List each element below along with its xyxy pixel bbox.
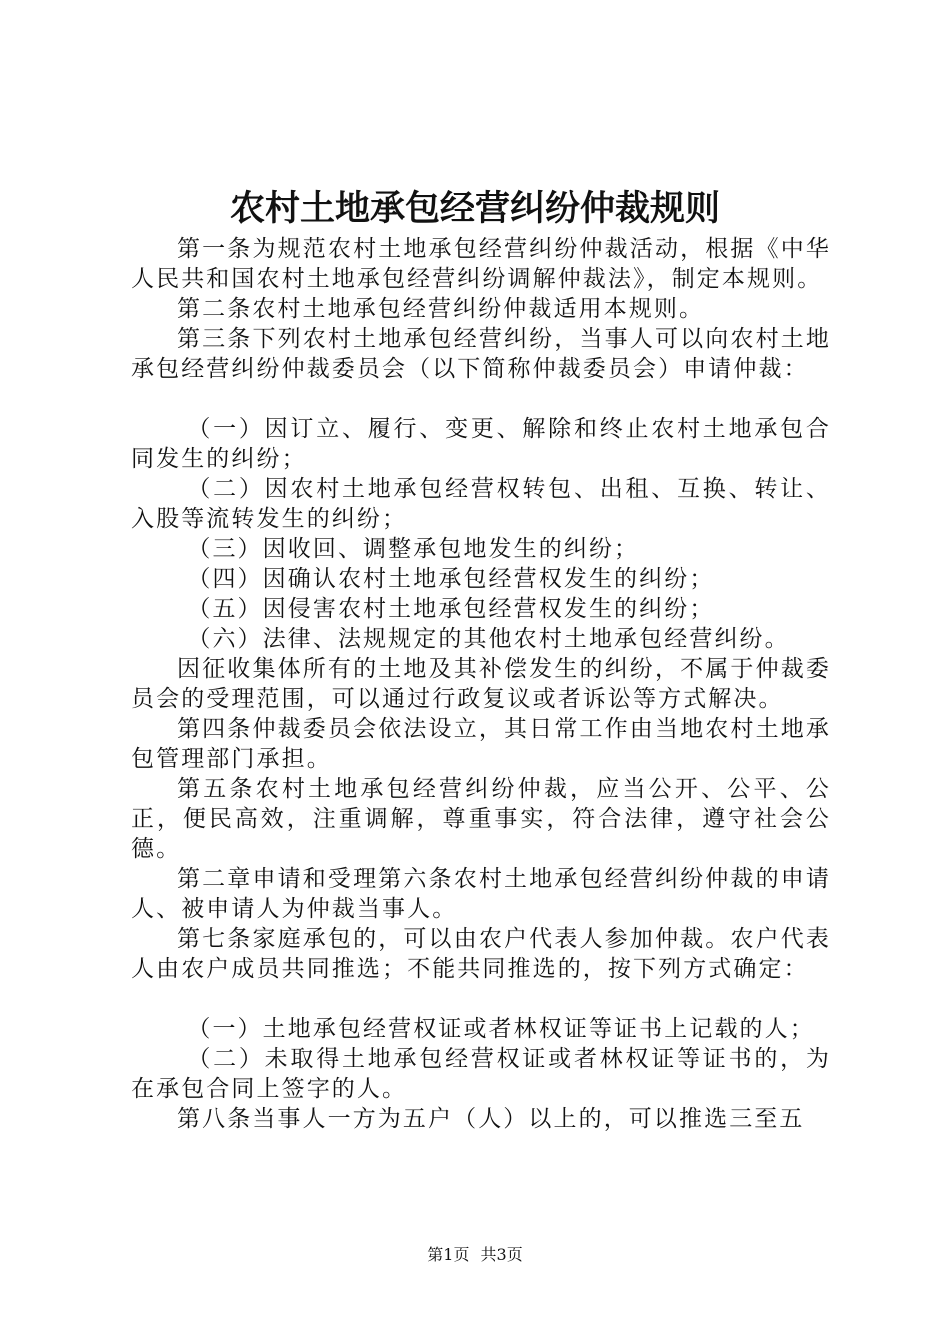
paragraph-article-3: 第三条下列农村土地承包经营纠纷，当事人可以向农村土地承包经营纠纷仲裁委员会（以下简称仲裁委员会）申请仲裁： xyxy=(131,326,831,382)
paragraph-article-7: 第七条家庭承包的，可以由农户代表人参加仲裁。农户代表人由农户成员共同推选；不能共同推选的，按下列方式确定： xyxy=(131,926,831,982)
paragraph-exclusion: 因征收集体所有的土地及其补偿发生的纠纷，不属于仲裁委员会的受理范围，可以通过行政复议或者诉讼等方式解决。 xyxy=(131,656,831,712)
list-item-article-7-2: （二）未取得土地承包经营权证或者林权证等证书的，为在承包合同上签字的人。 xyxy=(131,1046,831,1102)
page-footer xyxy=(0,1244,950,1266)
list-item-article-3-1: （一）因订立、履行、变更、解除和终止农村土地承包合同发生的纠纷； xyxy=(131,416,831,472)
document-body xyxy=(131,234,831,1134)
list-item-article-3-5: （五）因侵害农村土地承包经营权发生的纠纷； xyxy=(187,596,715,622)
page-number-current: 第1页 xyxy=(427,1245,470,1264)
list-item-article-3-2: （二）因农村土地承包经营权转包、出租、互换、转让、入股等流转发生的纠纷； xyxy=(131,476,831,532)
paragraph-article-5: 第五条农村土地承包经营纠纷仲裁，应当公开、公平、公正，便民高效，注重调解，尊重事实，符合法律，遵守社会公德。 xyxy=(131,776,831,862)
list-item-article-3-4: （四）因确认农村土地承包经营权发生的纠纷； xyxy=(187,566,715,592)
list-item-article-7-1: （一）土地承包经营权证或者林权证等证书上记载的人； xyxy=(187,1016,815,1042)
page-number-total: 共3页 xyxy=(480,1245,523,1264)
paragraph-chapter-2-article-6: 第二章申请和受理第六条农村土地承包经营纠纷仲裁的申请人、被申请人为仲裁当事人。 xyxy=(131,866,831,922)
list-item-article-3-6: （六）法律、法规规定的其他农村土地承包经营纠纷。 xyxy=(187,626,790,652)
list-item-article-3-3: （三）因收回、调整承包地发生的纠纷； xyxy=(187,536,640,562)
paragraph-article-1: 第一条为规范农村土地承包经营纠纷仲裁活动，根据《中华人民共和国农村土地承包经营纠纷调解仲裁法》，制定本规则。 xyxy=(131,236,831,292)
document-title: 农村土地承包经营纠纷仲裁规则 xyxy=(229,189,720,229)
paragraph-article-8: 第八条当事人一方为五户（人）以上的，可以推选三至五 xyxy=(177,1106,805,1132)
paragraph-article-2: 第二条农村土地承包经营纠纷仲裁适用本规则。 xyxy=(177,296,705,322)
paragraph-article-4: 第四条仲裁委员会依法设立，其日常工作由当地农村土地承包管理部门承担。 xyxy=(131,716,831,772)
